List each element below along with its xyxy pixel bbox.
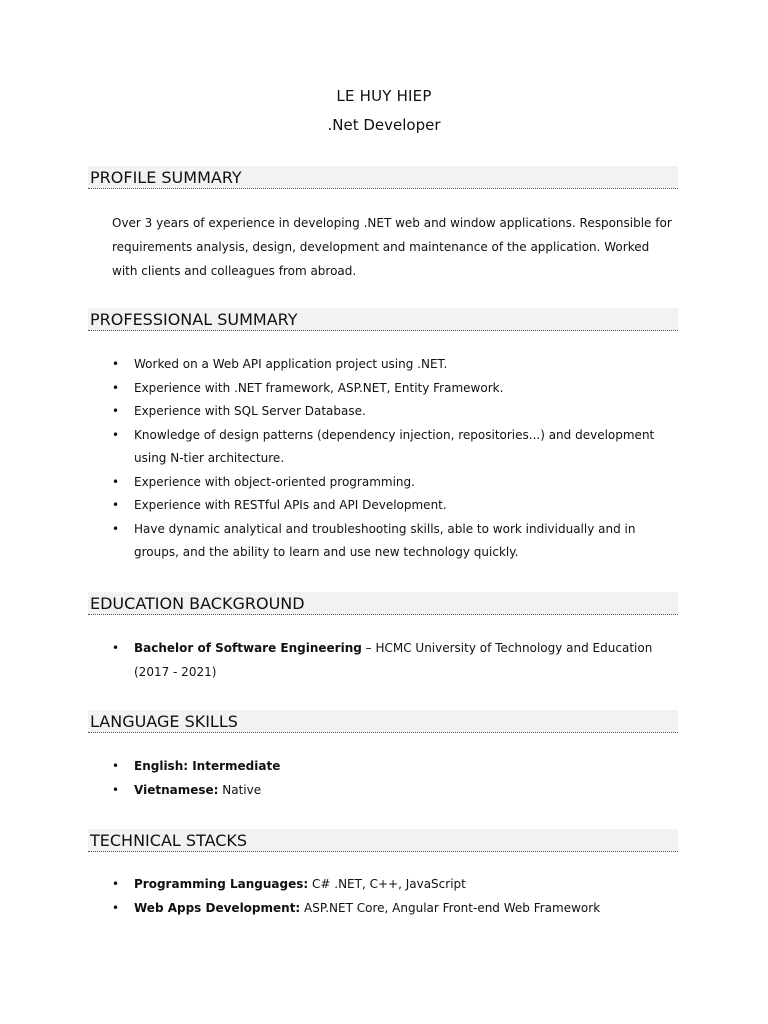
list-item: • Experience with .NET framework, ASP.NET, Entity Framework. — [112, 377, 660, 401]
list-item — [112, 779, 660, 803]
candidate-name: LE HUY HIEP — [336, 87, 432, 105]
degree-title: Bachelor of Software Engineering — [134, 641, 362, 655]
stack-value: ASP.NET Core, Angular Front-end Web Framework — [300, 900, 601, 915]
stack-label: Web Apps Development: — [134, 900, 301, 915]
section-heading-languages: LANGUAGE SKILLS — [88, 710, 678, 733]
list-item: • Worked on a Web API application project using .NET. — [112, 353, 660, 377]
professional-summary-list — [112, 353, 660, 565]
list-item: • Experience with object-oriented programming. — [112, 471, 660, 495]
degree-detail: – HCMC University of Technology and Education (2017 - 2021) — [134, 641, 653, 679]
stack-label: Programming Languages: — [134, 877, 309, 891]
list-item — [112, 873, 660, 897]
section-heading-technical: TECHNICAL STACKS — [88, 829, 678, 852]
section-heading-professional: PROFESSIONAL SUMMARY — [88, 308, 678, 331]
list-item — [112, 897, 660, 921]
list-item: • Experience with SQL Server Database. — [112, 400, 660, 424]
language-label: Vietnamese: — [134, 782, 219, 797]
section-heading-education: EDUCATION BACKGROUND — [88, 592, 678, 615]
candidate-role: .Net Developer — [327, 116, 441, 134]
list-item: • Have dynamic analytical and troubleshooting skills, able to work individually and in groups, and the ability to learn and use new technology quickly. — [112, 518, 660, 565]
technical-stacks-list — [112, 873, 660, 920]
language-label: English: Intermediate — [134, 759, 281, 773]
education-list — [112, 637, 660, 684]
language-level: Native — [218, 782, 262, 797]
list-item: • Knowledge of design patterns (dependency injection, repositories...) and development using N-tier architecture. — [112, 424, 660, 471]
list-item — [112, 755, 660, 779]
list-item: • Experience with RESTful APIs and API Development. — [112, 494, 660, 518]
list-item — [112, 637, 660, 684]
stack-value: C# .NET, C++, JavaScript — [308, 877, 466, 891]
section-heading-profile: PROFILE SUMMARY — [88, 166, 678, 189]
language-skills-list — [112, 755, 660, 802]
profile-summary-text: Over 3 years of experience in developing .NET web and window applications. Responsible for requirements analysis, design, development and maintenance of the application. Worked with clients and colleagues from abroad. — [112, 216, 672, 278]
